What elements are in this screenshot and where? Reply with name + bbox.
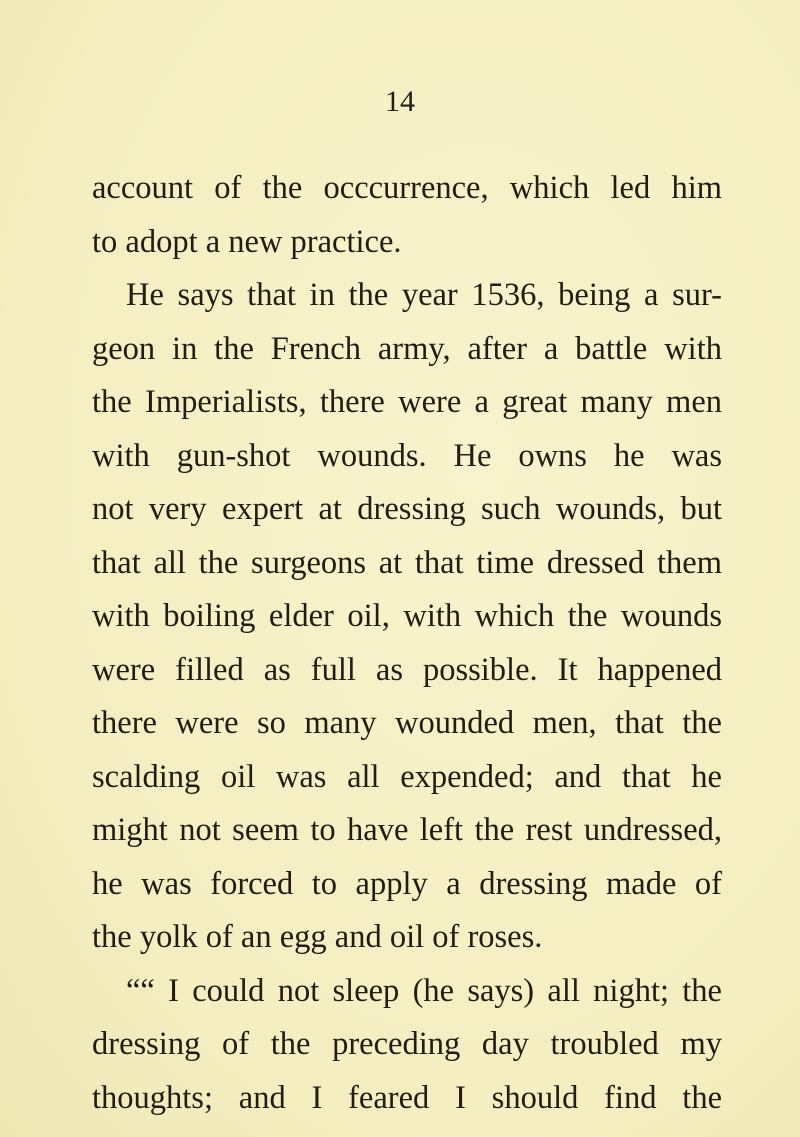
text-line: to adopt a new practice. bbox=[92, 223, 402, 260]
text-line: that all the surgeons at that time dressed them bbox=[92, 544, 722, 581]
text-line: geon in the French army, after a battle with bbox=[92, 330, 722, 367]
text-line: account of the occcurrence, which led him bbox=[92, 170, 722, 206]
text-line: thoughts; and I feared I should find the bbox=[92, 1079, 722, 1116]
page-number: 14 bbox=[385, 85, 415, 118]
text-line: not very expert at dressing such wounds, but bbox=[92, 491, 722, 527]
text-line: might not seem to have left the rest undressed, bbox=[92, 812, 722, 848]
text-line: with gun-shot wounds. He owns he was bbox=[92, 437, 722, 474]
body-text bbox=[92, 162, 722, 1125]
text-line: the Imperialists, there were a great many men bbox=[92, 384, 722, 420]
text-line: scalding oil was all expended; and that he bbox=[92, 758, 722, 795]
text-line: he was forced to apply a dressing made of bbox=[92, 865, 722, 902]
text-line: with boiling elder oil, with which the wounds bbox=[92, 598, 722, 634]
text-line: dressing of the preceding day troubled my bbox=[92, 1026, 722, 1062]
text-line: there were so many wounded men, that the bbox=[92, 705, 722, 741]
text-line: were filled as full as possible. It happened bbox=[92, 651, 722, 688]
text-line: the yolk of an egg and oil of roses. bbox=[92, 919, 543, 955]
text-line: He says that in the year 1536, being a sur- bbox=[126, 277, 722, 313]
text-line: ““ I could not sleep (he says) all night; the bbox=[126, 972, 722, 1009]
